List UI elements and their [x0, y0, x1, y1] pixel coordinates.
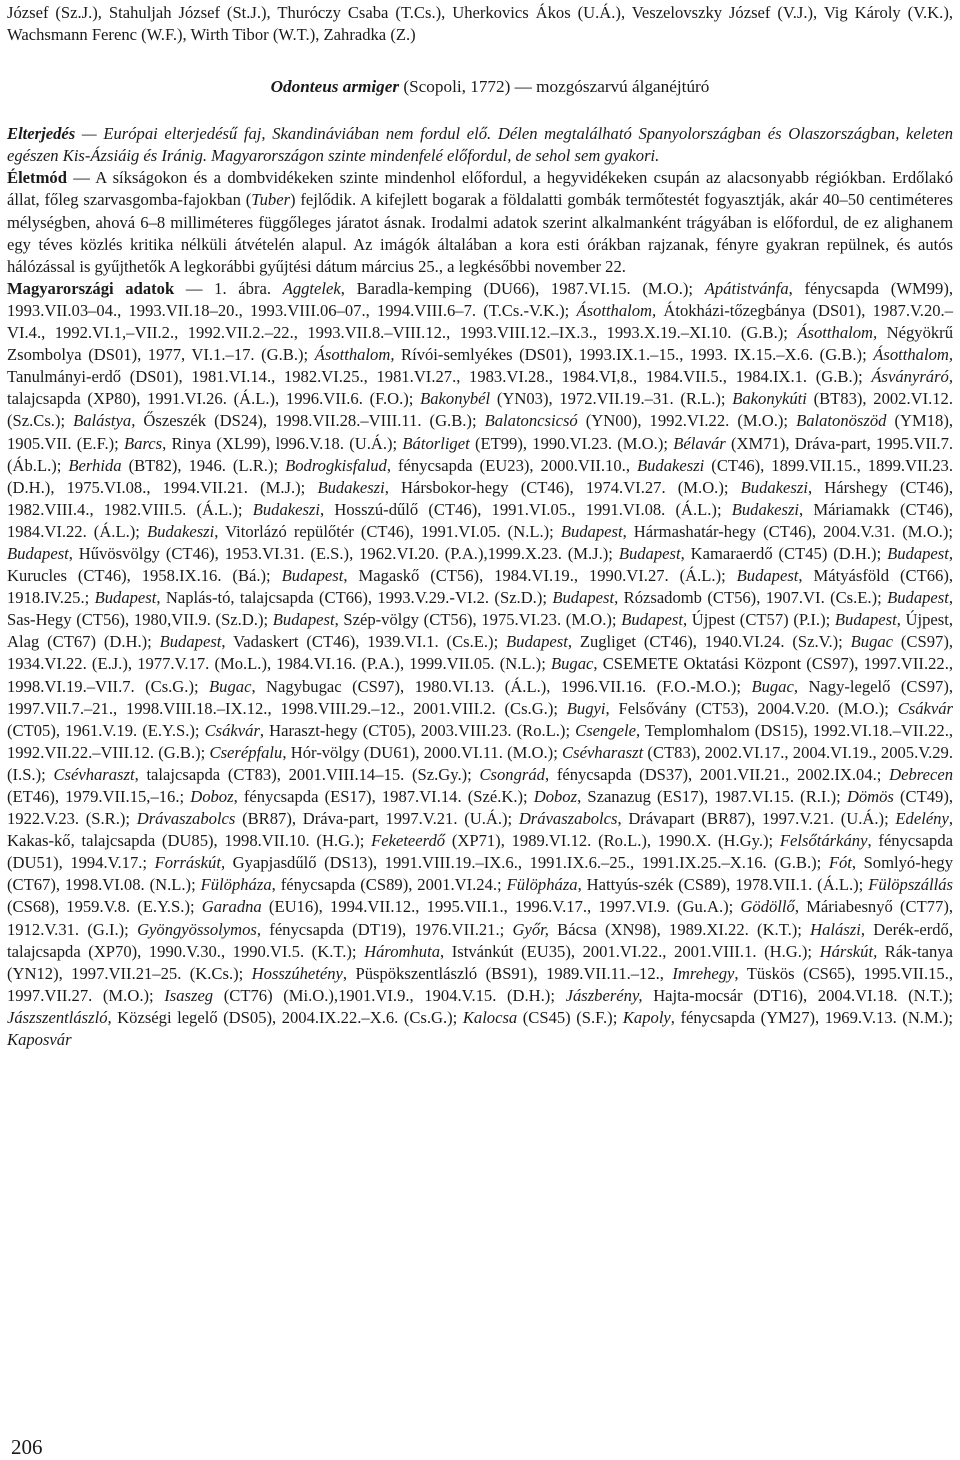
locality-name: Jászszentlászló,: [7, 1007, 112, 1027]
distribution-label: Elterjedés: [7, 124, 76, 144]
locality-name: Budapest: [560, 521, 623, 541]
locality-name: Budapest: [552, 588, 615, 608]
locality-name: Hosszúhetény: [251, 963, 343, 983]
locality-name: Kalocsa: [462, 1007, 518, 1027]
record-details: , Hosszú-dűlő (CT46), 1991.VI.05., 1991.VI.08. (Á.L.);: [320, 499, 732, 519]
species-name: Odonteus armiger: [270, 77, 400, 97]
record-details: , Mátyásföld (CT66), 1918.IV.25.;: [7, 566, 953, 608]
locality-name: Csongrád: [479, 764, 545, 784]
locality-name: Budakeszi: [317, 477, 385, 497]
locality-name: Budakeszi: [740, 477, 808, 497]
record-details: Bácsa (XN98), 1989.XI.22. (K.T.);: [548, 919, 811, 939]
locality-name: Dömös: [846, 787, 894, 806]
record-details: (ET99), 1990.VI.23. (M.O.);: [469, 433, 674, 453]
record-details: Községi legelő (DS05), 2004.IX.22.–X.6. (Cs.G.);: [111, 1007, 463, 1027]
record-details: , Felsővány (CT53), 2004.V.20. (M.O.);: [605, 698, 898, 718]
record-details: — 1. ábra.: [174, 278, 283, 298]
record-details: , Szép-völgy (CT56), 1975.VI.23. (M.O.);: [334, 610, 622, 630]
record-details: (BR87), Dráva-part, 1997.V.21. (U.Á.);: [235, 809, 519, 829]
record-details: , Hármashatár-hegy (CT46), 2004.V.31. (M.O.);: [622, 521, 953, 541]
locality-name: Ásotthalom,: [873, 345, 953, 365]
record-details: (EU16), 1994.VII.12., 1995.VII.1., 1996.V.17., 1997.VI.9. (Gu.A.);: [261, 897, 741, 917]
locality-name: Budapest: [159, 632, 222, 652]
locality-name: Bugac: [209, 676, 252, 696]
record-details: , fénycsapda (EU23), 2000.VII.10.,: [386, 455, 637, 475]
locality-name: Budakeszi: [731, 499, 800, 519]
record-details: , Istvánkút (EU35), 2001.VI.22., 2001.VIII.1. (H.G.);: [440, 941, 820, 961]
record-details: , fénycsapda (YM27), 1969.V.13. (N.M.);: [670, 1007, 953, 1027]
locality-name: Cserépfalu: [209, 742, 283, 762]
locality-name: Apátistvánfa: [704, 278, 789, 298]
locality-name: Bugyi: [566, 698, 606, 718]
record-details: , Baradla-kemping (DU66), 1987.VI.15. (M.O.);: [340, 278, 705, 298]
record-details: , Templomhalom (DS15), 1992.VI.18.–VII.22., 1992.VII.22.–VIII.12. (G.B.);: [7, 720, 953, 762]
locality-name: Csákvár: [204, 720, 260, 740]
record-details: (XM71), Dráva-part, 1995.VII.7. (Áb.L.);: [7, 433, 954, 475]
records-label: Magyarországi adatok: [7, 278, 175, 298]
record-details: (YM18), 1905.VII. (E.F.);: [7, 411, 954, 453]
record-details: , CSEMETE Oktatási Központ (CS97), 1997.VII.22., 1998.VI.19.–VII.7. (Cs.G.);: [7, 654, 953, 696]
locality-name: Balatoncsicsó: [484, 411, 578, 431]
record-details: , Nagy-legelő (CS97), 1997.VII.7.–21., 1998.VIII.18.–IX.12., 1998.VIII.29.–12., 2001.VIII.2. (Cs.G.);: [7, 676, 953, 718]
locality-name: Berhida: [68, 455, 122, 475]
locality-name: Bélavár: [673, 433, 726, 453]
locality-name: Ásványráró,: [871, 367, 953, 387]
record-details: , fénycsapda (DT19), 1976.VII.21.;: [256, 919, 513, 939]
record-details: , fénycsapda (DS37), 2001.VII.21., 2002.IX.04.;: [544, 764, 890, 784]
locality-name: Feketeerdő: [371, 831, 446, 851]
record-details: , Sas-Hegy (CT56), 1980,VII.9. (Sz.D.);: [7, 588, 954, 630]
locality-name: Hárskút,: [819, 941, 878, 961]
record-details: , Somlyó-hegy (CT67), 1998.VI.08. (N.L.);: [7, 853, 953, 895]
record-details: Kurucles (CT46), 1958.IX.16. (Bá.);: [7, 566, 282, 586]
record-details: Hajta-mocsár (DT16), 2004.VI.18. (N.T.);: [642, 985, 953, 1005]
record-details: (BT82), 1946. (L.R.);: [121, 455, 286, 475]
record-details: , Drávapart (BR87), 1997.V.21. (U.Á.);: [617, 809, 896, 829]
locality-name: Felsőtárkány: [779, 831, 868, 851]
record-details: , Rinya (XL99), l996.V.18. (U.Á.);: [162, 433, 403, 453]
document-page: [7, 2, 953, 1051]
lifestyle-label: Életmód: [7, 168, 67, 188]
record-details: (CT05), 1961.V.19. (E.Y.S.);: [7, 720, 205, 740]
locality-name: Budakeszi: [636, 455, 705, 475]
records-paragraph: [7, 278, 953, 1051]
locality-name: Háromhuta: [364, 941, 441, 961]
locality-name: Budapest: [94, 588, 157, 608]
locality-name: Budapest,: [887, 543, 953, 563]
locality-name: Debrecen: [889, 764, 953, 784]
record-details: , Rózsadomb (CT56), 1907.VI. (Cs.E.);: [614, 588, 888, 608]
record-details: , Máriamakk (CT46), 1984.VI.22. (Á.L.);: [7, 499, 954, 541]
distribution-paragraph: [7, 123, 953, 167]
record-details: , Újpest (CT57) (P.I.);: [682, 610, 835, 630]
record-details: , Vitorlázó repülőtér (CT46), 1991.VI.05. (N.L.);: [214, 521, 561, 541]
record-details: , Tüskös (CS65), 1995.VII.15., 1997.VII.27. (M.O.);: [7, 963, 953, 1005]
locality-name: Budapest: [506, 632, 568, 652]
locality-name: Ásotthalom,: [576, 300, 657, 320]
species-heading: [7, 76, 953, 98]
locality-name: Budapest: [736, 566, 799, 586]
record-details: , Zugliget (CT46), 1940.VI.24. (Sz.V.);: [567, 632, 851, 652]
lifestyle-text-1: — A síkságokon és a dombvidékeken szinte mindenhol előfordul, a hegyvidékeken csupán az alacsonyabb régiókban. Erdőlakó állat, főleg szarvasgomba-fajokban (: [7, 168, 953, 210]
record-details: , Hársbokor-hegy (CT46), 1974.VI.27. (M.O.);: [384, 477, 741, 497]
locality-name: Gyöngyössolymos: [137, 919, 257, 939]
locality-name: Forráskút,: [154, 853, 226, 873]
locality-name: Balástya,: [73, 411, 136, 431]
locality-name: Isaszeg: [164, 985, 214, 1005]
page-number: 206: [11, 1435, 43, 1459]
record-details: , fénycsapda (WM99), 1993.VII.03–04., 1993.VII.18–20., 1993.VIII.06–07., 1994.VIII.6–7. (T.Cs.-V.K.);: [7, 278, 953, 320]
record-details: Őszeszék (DS24), 1998.VII.28.–VIII.11. (G.B.);: [135, 411, 485, 431]
record-details: Gyapjasdűlő (DS13), 1991.VIII.19.–IX.6., 1991.IX.6.–25., 1991.IX.25.–X.16. (G.B.);: [225, 853, 829, 873]
locality-name: Jászberény,: [565, 985, 643, 1005]
record-details: (XP71), 1989.VI.12. (Ro.L.), 1990.X. (H.Gy.);: [445, 831, 780, 851]
locality-name: Bakonybél: [420, 389, 491, 409]
distribution-text: — Európai elterjedésű faj, Skandináviában nem fordul elő. Délen megtalálható Spanyolországban és Olaszországban, keleten egészen Kis-Ázsiáig és Iránig. Magyarországon szinte mindenfelé előfordul, de sehol sem gyakori.: [7, 124, 953, 166]
locality-name: Budakeszi: [146, 521, 215, 541]
record-details: , Haraszt-hegy (CT05), 2003.VIII.23. (Ro.L.);: [259, 720, 576, 740]
locality-name: Csévharaszt: [53, 764, 135, 784]
locality-name: Aggtelek: [282, 278, 341, 298]
record-details: (CT76) (Mi.O.),1901.VI.9., 1904.V.15. (D.H.);: [213, 985, 566, 1005]
record-details: , Kamaraerdő (CT45) (D.H.);: [680, 543, 888, 563]
record-details: (CS45) (S.F.);: [517, 1007, 623, 1027]
locality-name: Fülöpszállás: [868, 875, 954, 895]
record-details: Rák-tanya (YN12), 1997.VII.21–25. (K.Cs.);: [7, 941, 954, 983]
record-details: (CT46), 1899.VII.15., 1899.VII.23. (D.H.), 1975.VI.08., 1994.VII.21. (M.J.);: [7, 455, 953, 497]
record-details: , Magaskő (CT56), 1984.VI.19., 1990.VI.27. (Á.L.);: [343, 566, 737, 586]
record-details: , Naplás-tó, talajcsapda (CT66), 1993.V.29.-VI.2. (Sz.D.);: [156, 588, 553, 608]
locality-name: Barcs: [124, 433, 163, 453]
record-details: (ET46), 1979.VII.15,–16.;: [7, 787, 191, 806]
record-details: , Máriabesnyő (CT77), 1912.V.31. (G.I.);: [7, 897, 954, 939]
record-details: , Püspökszentlászló (BS91), 1989.VII.11.–12.,: [342, 963, 673, 983]
locality-name: Garadna: [201, 897, 262, 917]
locality-name: Budapest: [272, 610, 335, 630]
locality-name: Bugac: [850, 632, 894, 652]
locality-name: Budapest: [834, 610, 897, 630]
record-details: (BT83), 2002.VI.12. (Sz.Cs.);: [7, 389, 954, 431]
locality-name: Kapoly: [622, 1007, 671, 1027]
record-details: , fénycsapda (CS89), 2001.VI.24.;: [271, 875, 507, 895]
record-details: (CS97), 1934.VI.22. (E.J.), 1977.V.17. (Mo.L.), 1984.VI.16. (P.A.), 1999.VII.05. (N.L.);: [7, 632, 954, 674]
lifestyle-text-2: ) fejlődik. A kifejlett bogarak a földalatti gombák termőtestét fogyasztják, akár 40–50 centiméteres mélységben, ahová 6–8 milliméteres függőleges járatot ásnak. Irodalmi adatok szerint alkalmanként trágyában is előfordul, de ez alighanem egy téves közlés kritika nélküli átvételén alapul. Az imágók általában a kora esti órákban rajzanak, fényre gyakran repülnek, és autós hálózással is gyűjthetők A legkorábbi gyűjtési dátum március 25., a legkésőbbi november 22.: [7, 190, 954, 276]
locality-name: Budapest: [887, 588, 949, 608]
record-details: , fénycsapda (DU51), 1994.V.17.;: [7, 831, 953, 873]
record-details: , Vadaskert (CT46), 1939.VI.1. (Cs.E.);: [221, 632, 507, 652]
record-details: , Hattyús-szék (CS89), 1978.VII.1. (Á.L.);: [577, 875, 869, 895]
locality-name: Budapest: [281, 566, 344, 586]
record-details: , Hór-völgy (DU61), 2000.VI.11. (M.O.);: [282, 742, 563, 762]
locality-name: Budapest: [621, 610, 683, 630]
locality-name: Imrehegy: [672, 963, 735, 983]
locality-name: Csákvár: [897, 698, 953, 718]
spacer: [7, 98, 953, 123]
locality-name: Bugac: [751, 676, 794, 696]
species-author-common-name: (Scopoli, 1772) — mozgószarvú álganéjtúró: [399, 77, 710, 97]
record-details: (YN03), 1972.VII.19.–31. (R.L.);: [490, 389, 733, 409]
record-details: , Hűvösvölgy (CT46), 1953.VI.31. (E.S.), 1962.VI.20. (P.A.),1999.X.23. (M.J.);: [68, 543, 619, 563]
locality-name: Bodrogkisfalud: [285, 455, 387, 475]
locality-name: Csengele: [575, 720, 636, 740]
record-details: (YN00), 1992.VI.22. (M.O.);: [577, 411, 797, 431]
locality-name: Bátorliget: [402, 433, 470, 453]
record-details: (CT49), 1922.V.23. (S.R.);: [7, 787, 953, 829]
locality-name: Ásotthalom,: [797, 323, 878, 343]
record-details: Derék-erdő, talajcsapda (XP70), 1990.V.30., 1990.VI.5. (K.T.);: [7, 919, 953, 961]
locality-name: Kaposvár: [7, 1030, 72, 1050]
locality-name: Győr,: [512, 919, 549, 939]
locality-name: Halászi,: [810, 919, 866, 939]
record-details: Négyökrű Zsombolya (DS01), 1977, VI.1.–17. (G.B.);: [7, 323, 953, 365]
genus-tuber: Tuber: [251, 190, 291, 210]
locality-name: Balatonöszöd: [796, 411, 887, 431]
locality-name: Doboz: [533, 787, 578, 806]
locality-name: Budapest: [618, 543, 681, 563]
locality-name: Gödöllő: [740, 897, 795, 917]
record-details: , Szanazug (ES17), 1987.VI.15. (R.I.);: [577, 787, 847, 806]
record-details: , Nagybugac (CS97), 1980.VI.13. (Á.L.), 1996.VII.16. (F.O.-M.O.);: [251, 676, 752, 696]
locality-name: Ásotthalom,: [314, 345, 395, 365]
record-details: Átokházi-tőzegbánya (DS01), 1987.V.20.–VI.4., 1992.VI.1,–VII.2., 1992.VII.2.–22., 1993.VII.8.–VIII.12., 1993.VIII.12.–IX.3., 1993.X.19.–XI.10. (G.B.);: [7, 300, 953, 343]
locality-name: Bugac: [550, 654, 594, 674]
locality-name: Fülöpháza: [506, 875, 578, 895]
locality-name: Budakeszi: [252, 499, 321, 519]
record-details: , Hárshegy (CT46), 1982.VIII.4., 1982.VIII.5. (Á.L.);: [7, 477, 953, 519]
locality-name: Bakonykúti: [732, 389, 807, 409]
locality-name: Fülöpháza: [200, 875, 272, 895]
locality-name: Fót: [828, 853, 852, 873]
locality-name: Drávaszabolcs: [518, 809, 618, 829]
lifestyle-paragraph: [7, 167, 953, 277]
record-details: Tanulmányi-erdő (DS01), 1981.VI.14., 1982.VI.25., 1981.VI.27., 1983.VI.28., 1984.VI,8., 1984.VII.5., 1984.IX.1. (G.B.);: [7, 367, 872, 387]
locality-name: Doboz: [190, 787, 234, 806]
record-details: talajcsapda (XP80), 1991.VI.26. (Á.L.), 1996.VII.6. (F.O.);: [7, 389, 421, 409]
locality-name: Budapest: [7, 543, 69, 563]
locality-name: Csévharaszt: [562, 742, 644, 762]
authors-paragraph: József (Sz.J.), Stahuljah József (St.J.), Thuróczy Csaba (T.Cs.), Uherkovics Ákos (U.Á.), Veszelovszky József (V.J.), Vig Károly (V.K.), Wachsmann Ferenc (W.F.), Wirth Tibor (W.T.), Zahradka (Z.): [7, 3, 953, 45]
record-details: Rívói-semlyékes (DS01), 1993.IX.1.–15., 1993. IX.15.–X.6. (G.B.);: [394, 345, 874, 365]
locality-name: Drávaszabolcs: [136, 809, 236, 829]
record-details: , Kakas-kő, talajcsapda (DU85), 1998.VII.10. (H.G.);: [7, 809, 953, 851]
record-details: (CT83), 2002.VI.17., 2004.VI.19., 2005.V.29. (I.S.);: [7, 742, 953, 784]
record-details: (CS68), 1959.V.8. (E.Y.S.);: [7, 897, 202, 917]
record-details: , Újpest, Alag (CT67) (D.H.);: [7, 610, 953, 652]
record-details: , talajcsapda (CT83), 2001.VIII.14–15. (Sz.Gy.);: [134, 764, 480, 784]
record-details: , fénycsapda (ES17), 1987.VI.14. (Szé.K.);: [233, 787, 534, 806]
locality-name: Edelény: [895, 809, 949, 829]
